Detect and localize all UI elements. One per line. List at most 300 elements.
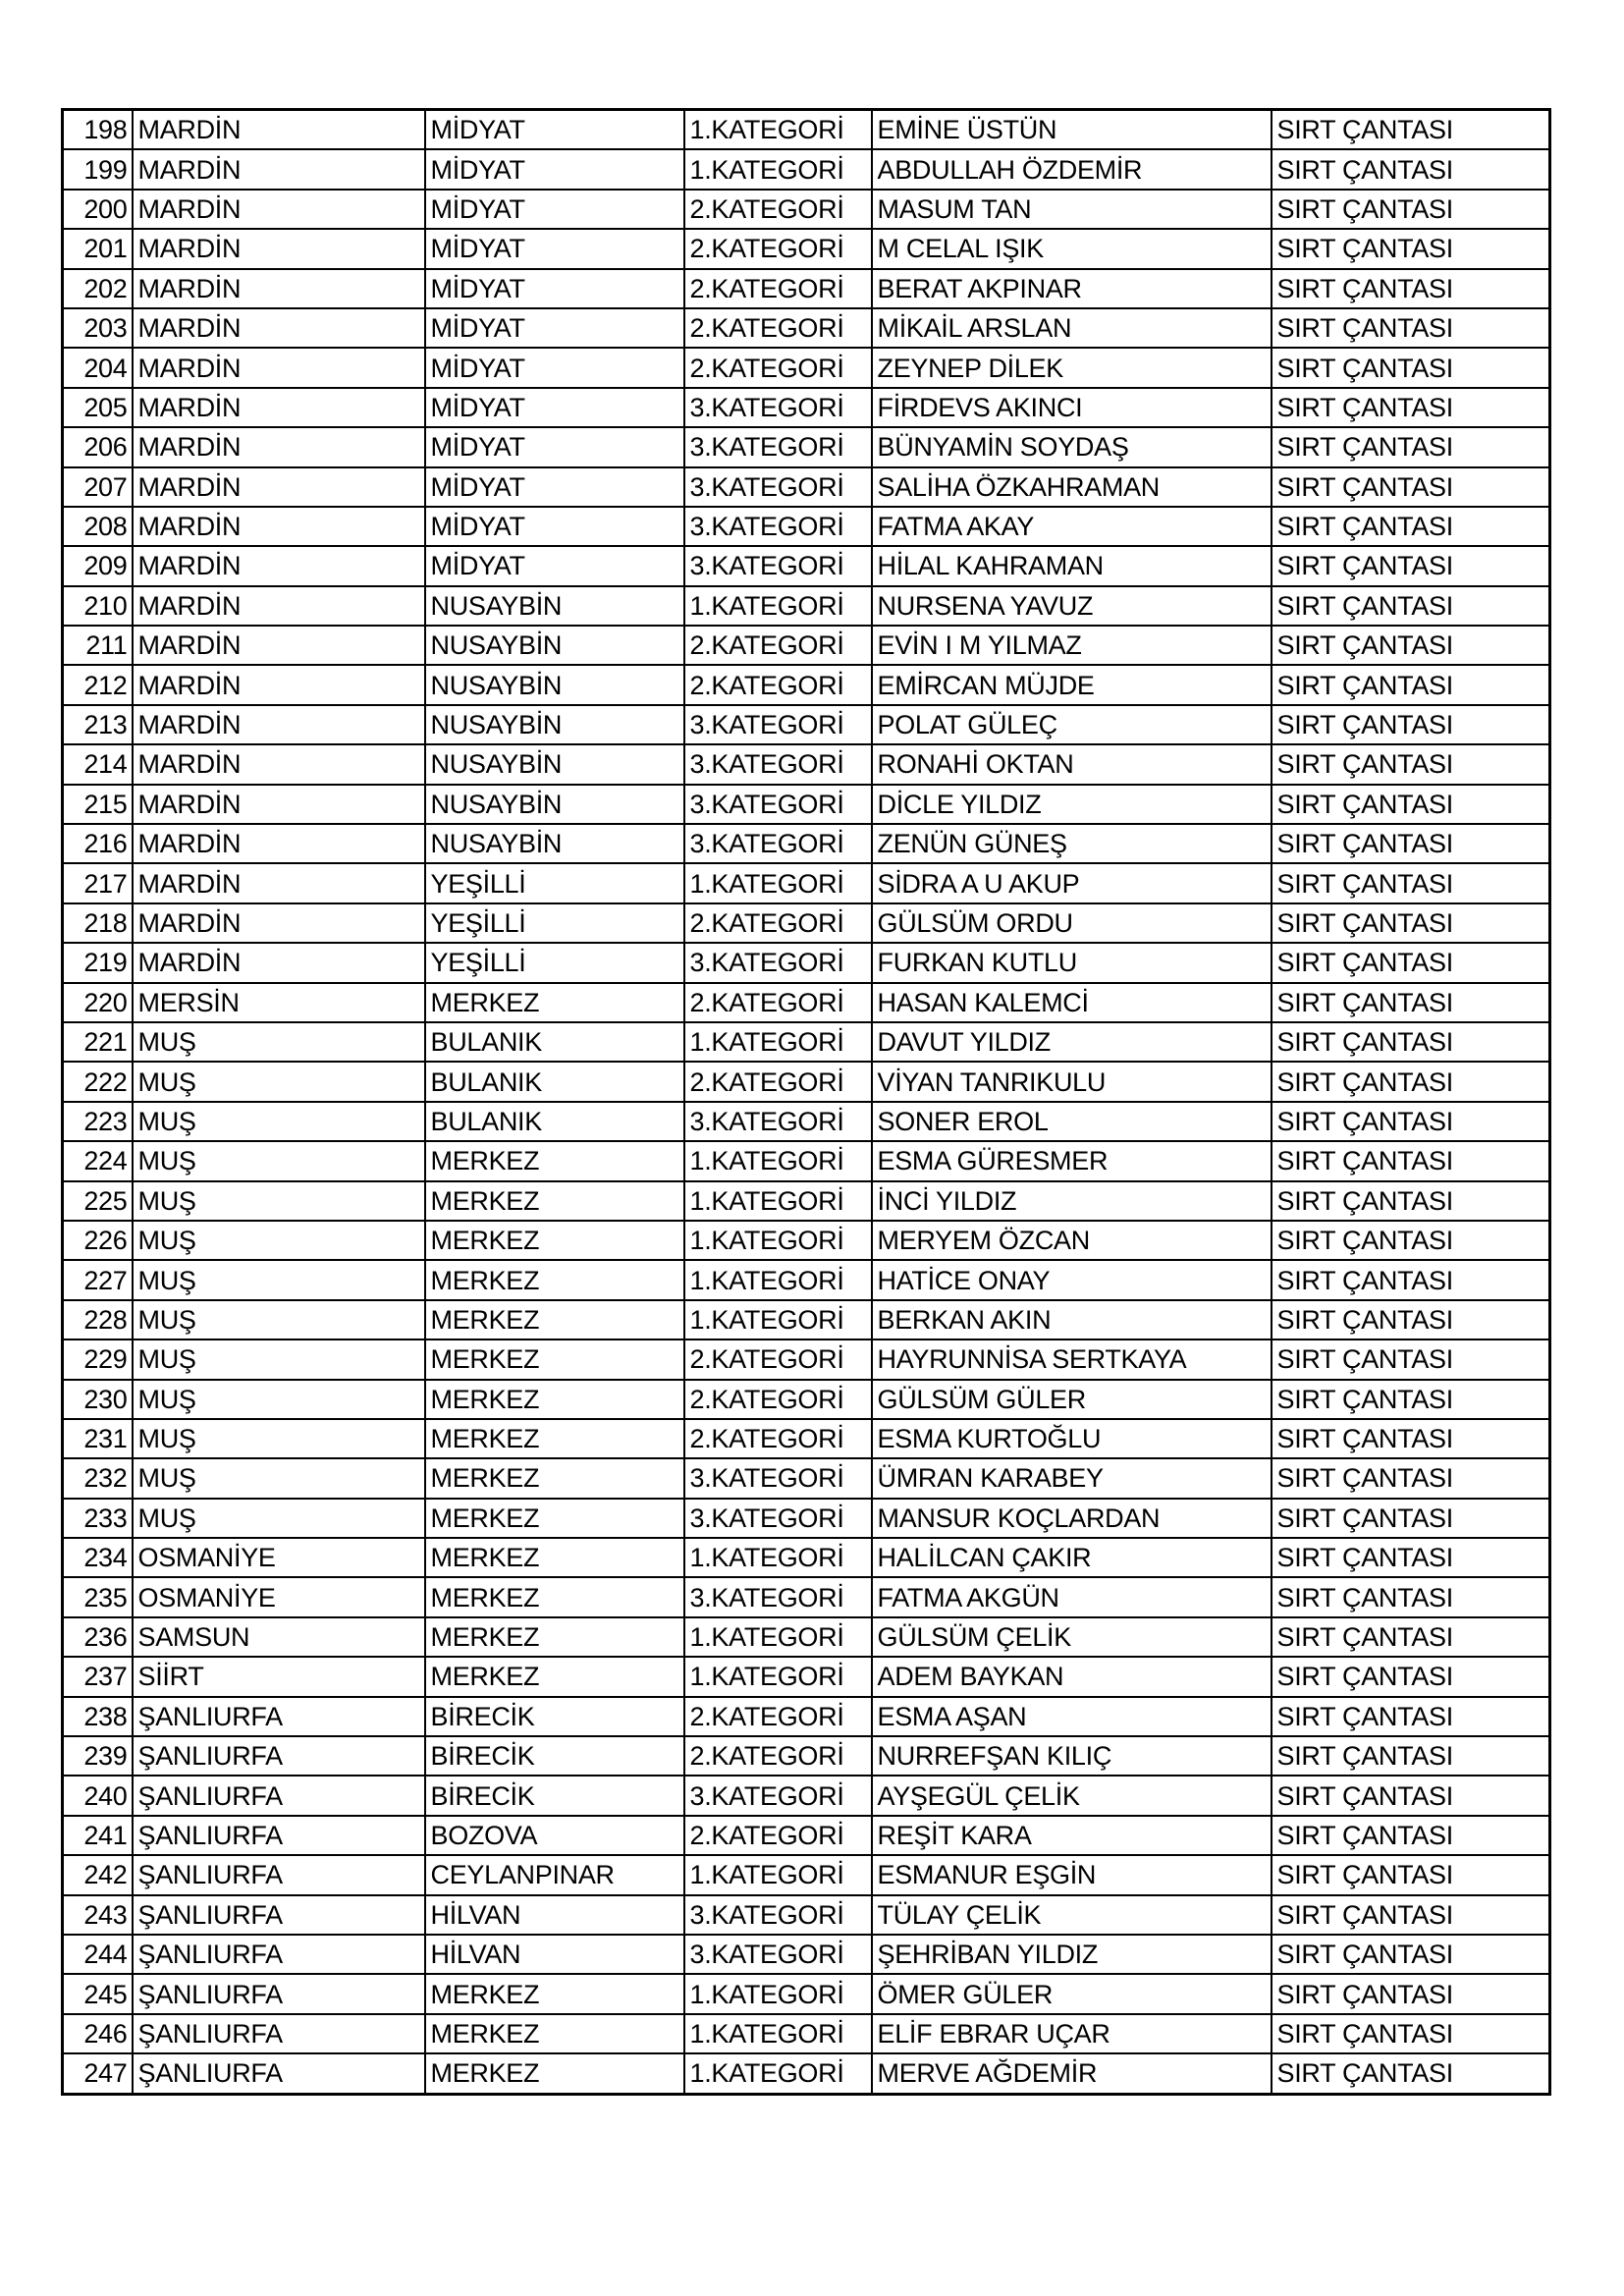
- name-cell: ZENÜN GÜNEŞ: [872, 824, 1272, 863]
- row-number-cell: 244: [63, 1935, 133, 1974]
- province-cell: MARDİN: [133, 744, 425, 784]
- name-cell: AYŞEGÜL ÇELİK: [872, 1776, 1272, 1815]
- row-number-cell: 228: [63, 1300, 133, 1339]
- name-cell: BERKAN AKIN: [872, 1300, 1272, 1339]
- table-row: [63, 308, 1550, 348]
- name-cell: HALİLCAN ÇAKIR: [872, 1538, 1272, 1577]
- row-number-cell: 246: [63, 2014, 133, 2053]
- item-cell: SIRT ÇANTASI: [1272, 388, 1550, 427]
- district-cell: MİDYAT: [425, 427, 684, 466]
- province-cell: MARDİN: [133, 467, 425, 507]
- item-cell: SIRT ÇANTASI: [1272, 705, 1550, 744]
- item-cell: SIRT ÇANTASI: [1272, 1300, 1550, 1339]
- province-cell: ŞANLIURFA: [133, 1974, 425, 2013]
- recipient-table: [61, 108, 1551, 2096]
- row-number-cell: 226: [63, 1221, 133, 1260]
- row-number-cell: 212: [63, 665, 133, 704]
- category-cell: 1.KATEGORİ: [684, 1855, 872, 1894]
- table-row: [63, 744, 1550, 784]
- province-cell: MERSİN: [133, 983, 425, 1022]
- district-cell: MERKEZ: [425, 2014, 684, 2053]
- district-cell: YEŞİLLİ: [425, 903, 684, 943]
- category-cell: 3.KATEGORİ: [684, 1499, 872, 1538]
- table-row: [63, 1380, 1550, 1419]
- name-cell: HATİCE ONAY: [872, 1260, 1272, 1299]
- category-cell: 1.KATEGORİ: [684, 110, 872, 150]
- table-row: [63, 586, 1550, 626]
- category-cell: 3.KATEGORİ: [684, 1776, 872, 1815]
- category-cell: 3.KATEGORİ: [684, 388, 872, 427]
- table-row: [63, 1538, 1550, 1577]
- category-cell: 1.KATEGORİ: [684, 1221, 872, 1260]
- category-cell: 2.KATEGORİ: [684, 1419, 872, 1458]
- row-number-cell: 242: [63, 1855, 133, 1894]
- row-number-cell: 230: [63, 1380, 133, 1419]
- table-row: [63, 269, 1550, 308]
- province-cell: MARDİN: [133, 229, 425, 268]
- row-number-cell: 203: [63, 308, 133, 348]
- province-cell: MARDİN: [133, 705, 425, 744]
- district-cell: MERKEZ: [425, 1538, 684, 1577]
- item-cell: SIRT ÇANTASI: [1272, 1736, 1550, 1776]
- category-cell: 2.KATEGORİ: [684, 983, 872, 1022]
- name-cell: FATMA AKAY: [872, 507, 1272, 546]
- row-number-cell: 216: [63, 824, 133, 863]
- name-cell: ŞEHRİBAN YILDIZ: [872, 1935, 1272, 1974]
- district-cell: MERKEZ: [425, 1141, 684, 1180]
- province-cell: ŞANLIURFA: [133, 2053, 425, 2094]
- category-cell: 2.KATEGORİ: [684, 1736, 872, 1776]
- name-cell: MANSUR KOÇLARDAN: [872, 1499, 1272, 1538]
- category-cell: 2.KATEGORİ: [684, 269, 872, 308]
- district-cell: MERKEZ: [425, 1181, 684, 1221]
- district-cell: NUSAYBİN: [425, 665, 684, 704]
- category-cell: 2.KATEGORİ: [684, 229, 872, 268]
- row-number-cell: 211: [63, 626, 133, 665]
- table-row: [63, 110, 1550, 150]
- item-cell: SIRT ÇANTASI: [1272, 1022, 1550, 1062]
- item-cell: SIRT ÇANTASI: [1272, 785, 1550, 824]
- table-row: [63, 824, 1550, 863]
- row-number-cell: 229: [63, 1339, 133, 1379]
- row-number-cell: 224: [63, 1141, 133, 1180]
- name-cell: ESMA GÜRESMER: [872, 1141, 1272, 1180]
- name-cell: BÜNYAMİN SOYDAŞ: [872, 427, 1272, 466]
- district-cell: MERKEZ: [425, 1339, 684, 1379]
- category-cell: 1.KATEGORİ: [684, 1181, 872, 1221]
- name-cell: EMİNE ÜSTÜN: [872, 110, 1272, 150]
- district-cell: BULANIK: [425, 1022, 684, 1062]
- table-row: [63, 626, 1550, 665]
- category-cell: 3.KATEGORİ: [684, 943, 872, 982]
- table-row: [63, 1181, 1550, 1221]
- item-cell: SIRT ÇANTASI: [1272, 507, 1550, 546]
- district-cell: BULANIK: [425, 1062, 684, 1101]
- category-cell: 3.KATEGORİ: [684, 1935, 872, 1974]
- name-cell: EMİRCAN MÜJDE: [872, 665, 1272, 704]
- item-cell: SIRT ÇANTASI: [1272, 149, 1550, 189]
- name-cell: MİKAİL ARSLAN: [872, 308, 1272, 348]
- row-number-cell: 240: [63, 1776, 133, 1815]
- table-row: [63, 1697, 1550, 1736]
- row-number-cell: 207: [63, 467, 133, 507]
- category-cell: 3.KATEGORİ: [684, 546, 872, 585]
- item-cell: SIRT ÇANTASI: [1272, 665, 1550, 704]
- category-cell: 1.KATEGORİ: [684, 1141, 872, 1180]
- item-cell: SIRT ÇANTASI: [1272, 1102, 1550, 1141]
- item-cell: SIRT ÇANTASI: [1272, 1855, 1550, 1894]
- name-cell: NURREFŞAN KILIÇ: [872, 1736, 1272, 1776]
- province-cell: ŞANLIURFA: [133, 1895, 425, 1935]
- table-row: [63, 348, 1550, 387]
- name-cell: DAVUT YILDIZ: [872, 1022, 1272, 1062]
- table-row: [63, 943, 1550, 982]
- name-cell: POLAT GÜLEÇ: [872, 705, 1272, 744]
- row-number-cell: 205: [63, 388, 133, 427]
- category-cell: 1.KATEGORİ: [684, 149, 872, 189]
- province-cell: ŞANLIURFA: [133, 1736, 425, 1776]
- row-number-cell: 209: [63, 546, 133, 585]
- province-cell: MUŞ: [133, 1022, 425, 1062]
- name-cell: TÜLAY ÇELİK: [872, 1895, 1272, 1935]
- item-cell: SIRT ÇANTASI: [1272, 1538, 1550, 1577]
- category-cell: 3.KATEGORİ: [684, 507, 872, 546]
- name-cell: GÜLSÜM ÇELİK: [872, 1617, 1272, 1657]
- table-row: [63, 903, 1550, 943]
- district-cell: MERKEZ: [425, 1577, 684, 1616]
- name-cell: ELİF EBRAR UÇAR: [872, 2014, 1272, 2053]
- district-cell: BOZOVA: [425, 1816, 684, 1855]
- district-cell: MİDYAT: [425, 190, 684, 229]
- province-cell: MARDİN: [133, 943, 425, 982]
- table-row: [63, 705, 1550, 744]
- category-cell: 3.KATEGORİ: [684, 427, 872, 466]
- district-cell: NUSAYBİN: [425, 705, 684, 744]
- category-cell: 1.KATEGORİ: [684, 1657, 872, 1696]
- province-cell: MUŞ: [133, 1221, 425, 1260]
- name-cell: GÜLSÜM GÜLER: [872, 1380, 1272, 1419]
- province-cell: MUŞ: [133, 1141, 425, 1180]
- name-cell: ÖMER GÜLER: [872, 1974, 1272, 2013]
- province-cell: MARDİN: [133, 427, 425, 466]
- table-row: [63, 863, 1550, 902]
- item-cell: SIRT ÇANTASI: [1272, 824, 1550, 863]
- row-number-cell: 239: [63, 1736, 133, 1776]
- table-body: [63, 110, 1550, 2095]
- table-row: [63, 1260, 1550, 1299]
- row-number-cell: 236: [63, 1617, 133, 1657]
- item-cell: SIRT ÇANTASI: [1272, 1380, 1550, 1419]
- row-number-cell: 241: [63, 1816, 133, 1855]
- row-number-cell: 227: [63, 1260, 133, 1299]
- table-row: [63, 1102, 1550, 1141]
- name-cell: FURKAN KUTLU: [872, 943, 1272, 982]
- name-cell: MERVE AĞDEMİR: [872, 2053, 1272, 2094]
- row-number-cell: 237: [63, 1657, 133, 1696]
- province-cell: MARDİN: [133, 665, 425, 704]
- row-number-cell: 220: [63, 983, 133, 1022]
- district-cell: YEŞİLLİ: [425, 863, 684, 902]
- table-row: [63, 2014, 1550, 2053]
- category-cell: 1.KATEGORİ: [684, 586, 872, 626]
- category-cell: 3.KATEGORİ: [684, 785, 872, 824]
- row-number-cell: 238: [63, 1697, 133, 1736]
- table-row: [63, 1617, 1550, 1657]
- category-cell: 3.KATEGORİ: [684, 705, 872, 744]
- item-cell: SIRT ÇANTASI: [1272, 1260, 1550, 1299]
- district-cell: NUSAYBİN: [425, 785, 684, 824]
- name-cell: ABDULLAH ÖZDEMİR: [872, 149, 1272, 189]
- province-cell: MARDİN: [133, 348, 425, 387]
- row-number-cell: 213: [63, 705, 133, 744]
- category-cell: 3.KATEGORİ: [684, 1895, 872, 1935]
- province-cell: SAMSUN: [133, 1617, 425, 1657]
- row-number-cell: 222: [63, 1062, 133, 1101]
- item-cell: SIRT ÇANTASI: [1272, 190, 1550, 229]
- row-number-cell: 206: [63, 427, 133, 466]
- item-cell: SIRT ÇANTASI: [1272, 744, 1550, 784]
- district-cell: NUSAYBİN: [425, 744, 684, 784]
- table-row: [63, 983, 1550, 1022]
- item-cell: SIRT ÇANTASI: [1272, 1458, 1550, 1498]
- name-cell: SİDRA A U AKUP: [872, 863, 1272, 902]
- name-cell: FİRDEVS AKINCI: [872, 388, 1272, 427]
- table-row: [63, 1221, 1550, 1260]
- row-number-cell: 221: [63, 1022, 133, 1062]
- province-cell: MARDİN: [133, 586, 425, 626]
- district-cell: BİRECİK: [425, 1736, 684, 1776]
- province-cell: MARDİN: [133, 903, 425, 943]
- district-cell: NUSAYBİN: [425, 586, 684, 626]
- name-cell: GÜLSÜM ORDU: [872, 903, 1272, 943]
- table-row: [63, 546, 1550, 585]
- province-cell: MUŞ: [133, 1419, 425, 1458]
- province-cell: MUŞ: [133, 1499, 425, 1538]
- row-number-cell: 217: [63, 863, 133, 902]
- category-cell: 2.KATEGORİ: [684, 1697, 872, 1736]
- row-number-cell: 215: [63, 785, 133, 824]
- category-cell: 2.KATEGORİ: [684, 190, 872, 229]
- category-cell: 2.KATEGORİ: [684, 1339, 872, 1379]
- table-row: [63, 190, 1550, 229]
- name-cell: NURSENA YAVUZ: [872, 586, 1272, 626]
- province-cell: MUŞ: [133, 1380, 425, 1419]
- category-cell: 2.KATEGORİ: [684, 626, 872, 665]
- row-number-cell: 198: [63, 110, 133, 150]
- district-cell: MERKEZ: [425, 1380, 684, 1419]
- province-cell: MARDİN: [133, 190, 425, 229]
- table-row: [63, 229, 1550, 268]
- category-cell: 1.KATEGORİ: [684, 863, 872, 902]
- item-cell: SIRT ÇANTASI: [1272, 1895, 1550, 1935]
- row-number-cell: 200: [63, 190, 133, 229]
- province-cell: MARDİN: [133, 149, 425, 189]
- district-cell: MERKEZ: [425, 1300, 684, 1339]
- name-cell: ZEYNEP DİLEK: [872, 348, 1272, 387]
- item-cell: SIRT ÇANTASI: [1272, 943, 1550, 982]
- province-cell: MARDİN: [133, 626, 425, 665]
- name-cell: RONAHİ OKTAN: [872, 744, 1272, 784]
- item-cell: SIRT ÇANTASI: [1272, 1935, 1550, 1974]
- district-cell: MERKEZ: [425, 1458, 684, 1498]
- province-cell: ŞANLIURFA: [133, 2014, 425, 2053]
- name-cell: FATMA AKGÜN: [872, 1577, 1272, 1616]
- row-number-cell: 232: [63, 1458, 133, 1498]
- item-cell: SIRT ÇANTASI: [1272, 983, 1550, 1022]
- item-cell: SIRT ÇANTASI: [1272, 546, 1550, 585]
- table-row: [63, 1657, 1550, 1696]
- district-cell: MİDYAT: [425, 269, 684, 308]
- district-cell: HİLVAN: [425, 1895, 684, 1935]
- district-cell: NUSAYBİN: [425, 626, 684, 665]
- name-cell: DİCLE YILDIZ: [872, 785, 1272, 824]
- province-cell: MUŞ: [133, 1339, 425, 1379]
- table-row: [63, 1974, 1550, 2013]
- table-row: [63, 1339, 1550, 1379]
- table-row: [63, 1499, 1550, 1538]
- name-cell: ESMA KURTOĞLU: [872, 1419, 1272, 1458]
- category-cell: 3.KATEGORİ: [684, 824, 872, 863]
- name-cell: BERAT AKPINAR: [872, 269, 1272, 308]
- row-number-cell: 243: [63, 1895, 133, 1935]
- category-cell: 2.KATEGORİ: [684, 308, 872, 348]
- district-cell: YEŞİLLİ: [425, 943, 684, 982]
- table-row: [63, 1062, 1550, 1101]
- table-row: [63, 1895, 1550, 1935]
- name-cell: SALİHA ÖZKAHRAMAN: [872, 467, 1272, 507]
- category-cell: 2.KATEGORİ: [684, 1380, 872, 1419]
- district-cell: MİDYAT: [425, 308, 684, 348]
- row-number-cell: 201: [63, 229, 133, 268]
- district-cell: BULANIK: [425, 1102, 684, 1141]
- province-cell: MARDİN: [133, 824, 425, 863]
- category-cell: 1.KATEGORİ: [684, 1260, 872, 1299]
- category-cell: 1.KATEGORİ: [684, 1974, 872, 2013]
- name-cell: MERYEM ÖZCAN: [872, 1221, 1272, 1260]
- table-row: [63, 507, 1550, 546]
- name-cell: HASAN KALEMCİ: [872, 983, 1272, 1022]
- item-cell: SIRT ÇANTASI: [1272, 1181, 1550, 1221]
- item-cell: SIRT ÇANTASI: [1272, 1499, 1550, 1538]
- category-cell: 1.KATEGORİ: [684, 2014, 872, 2053]
- name-cell: EVİN I M YILMAZ: [872, 626, 1272, 665]
- district-cell: HİLVAN: [425, 1935, 684, 1974]
- row-number-cell: 231: [63, 1419, 133, 1458]
- item-cell: SIRT ÇANTASI: [1272, 1776, 1550, 1815]
- district-cell: BİRECİK: [425, 1776, 684, 1815]
- province-cell: ŞANLIURFA: [133, 1816, 425, 1855]
- item-cell: SIRT ÇANTASI: [1272, 1697, 1550, 1736]
- province-cell: MUŞ: [133, 1062, 425, 1101]
- district-cell: MERKEZ: [425, 2053, 684, 2094]
- table-row: [63, 467, 1550, 507]
- table-row: [63, 1816, 1550, 1855]
- district-cell: MERKEZ: [425, 1974, 684, 2013]
- table-row: [63, 1855, 1550, 1894]
- item-cell: SIRT ÇANTASI: [1272, 626, 1550, 665]
- item-cell: SIRT ÇANTASI: [1272, 1974, 1550, 2013]
- category-cell: 1.KATEGORİ: [684, 2053, 872, 2094]
- name-cell: SONER EROL: [872, 1102, 1272, 1141]
- row-number-cell: 210: [63, 586, 133, 626]
- district-cell: CEYLANPINAR: [425, 1855, 684, 1894]
- name-cell: HİLAL KAHRAMAN: [872, 546, 1272, 585]
- name-cell: ADEM BAYKAN: [872, 1657, 1272, 1696]
- category-cell: 3.KATEGORİ: [684, 744, 872, 784]
- province-cell: MUŞ: [133, 1458, 425, 1498]
- district-cell: MERKEZ: [425, 983, 684, 1022]
- item-cell: SIRT ÇANTASI: [1272, 863, 1550, 902]
- item-cell: SIRT ÇANTASI: [1272, 1419, 1550, 1458]
- category-cell: 1.KATEGORİ: [684, 1538, 872, 1577]
- item-cell: SIRT ÇANTASI: [1272, 467, 1550, 507]
- item-cell: SIRT ÇANTASI: [1272, 1657, 1550, 1696]
- item-cell: SIRT ÇANTASI: [1272, 348, 1550, 387]
- item-cell: SIRT ÇANTASI: [1272, 903, 1550, 943]
- district-cell: MERKEZ: [425, 1499, 684, 1538]
- province-cell: OSMANİYE: [133, 1538, 425, 1577]
- district-cell: MERKEZ: [425, 1419, 684, 1458]
- category-cell: 1.KATEGORİ: [684, 1022, 872, 1062]
- table-row: [63, 2053, 1550, 2094]
- item-cell: SIRT ÇANTASI: [1272, 110, 1550, 150]
- item-cell: SIRT ÇANTASI: [1272, 1141, 1550, 1180]
- province-cell: MUŞ: [133, 1181, 425, 1221]
- district-cell: MİDYAT: [425, 467, 684, 507]
- row-number-cell: 225: [63, 1181, 133, 1221]
- name-cell: ÜMRAN KARABEY: [872, 1458, 1272, 1498]
- province-cell: MARDİN: [133, 863, 425, 902]
- district-cell: MERKEZ: [425, 1221, 684, 1260]
- item-cell: SIRT ÇANTASI: [1272, 1617, 1550, 1657]
- table-row: [63, 1022, 1550, 1062]
- table-row: [63, 1419, 1550, 1458]
- name-cell: ESMANUR EŞGİN: [872, 1855, 1272, 1894]
- item-cell: SIRT ÇANTASI: [1272, 1577, 1550, 1616]
- name-cell: VİYAN TANRIKULU: [872, 1062, 1272, 1101]
- item-cell: SIRT ÇANTASI: [1272, 229, 1550, 268]
- district-cell: BİRECİK: [425, 1697, 684, 1736]
- row-number-cell: 214: [63, 744, 133, 784]
- district-cell: MİDYAT: [425, 388, 684, 427]
- row-number-cell: 223: [63, 1102, 133, 1141]
- province-cell: MARDİN: [133, 507, 425, 546]
- table-row: [63, 1141, 1550, 1180]
- item-cell: SIRT ÇANTASI: [1272, 586, 1550, 626]
- item-cell: SIRT ÇANTASI: [1272, 2053, 1550, 2094]
- name-cell: REŞİT KARA: [872, 1816, 1272, 1855]
- province-cell: ŞANLIURFA: [133, 1855, 425, 1894]
- province-cell: MUŞ: [133, 1300, 425, 1339]
- item-cell: SIRT ÇANTASI: [1272, 308, 1550, 348]
- table-row: [63, 1300, 1550, 1339]
- province-cell: MARDİN: [133, 110, 425, 150]
- province-cell: SİİRT: [133, 1657, 425, 1696]
- province-cell: MARDİN: [133, 546, 425, 585]
- row-number-cell: 235: [63, 1577, 133, 1616]
- district-cell: MİDYAT: [425, 546, 684, 585]
- name-cell: ESMA AŞAN: [872, 1697, 1272, 1736]
- district-cell: MİDYAT: [425, 110, 684, 150]
- row-number-cell: 199: [63, 149, 133, 189]
- table-row: [63, 1736, 1550, 1776]
- province-cell: OSMANİYE: [133, 1577, 425, 1616]
- table-row: [63, 1776, 1550, 1815]
- table-row: [63, 1577, 1550, 1616]
- district-cell: MİDYAT: [425, 149, 684, 189]
- category-cell: 3.KATEGORİ: [684, 1458, 872, 1498]
- province-cell: MARDİN: [133, 785, 425, 824]
